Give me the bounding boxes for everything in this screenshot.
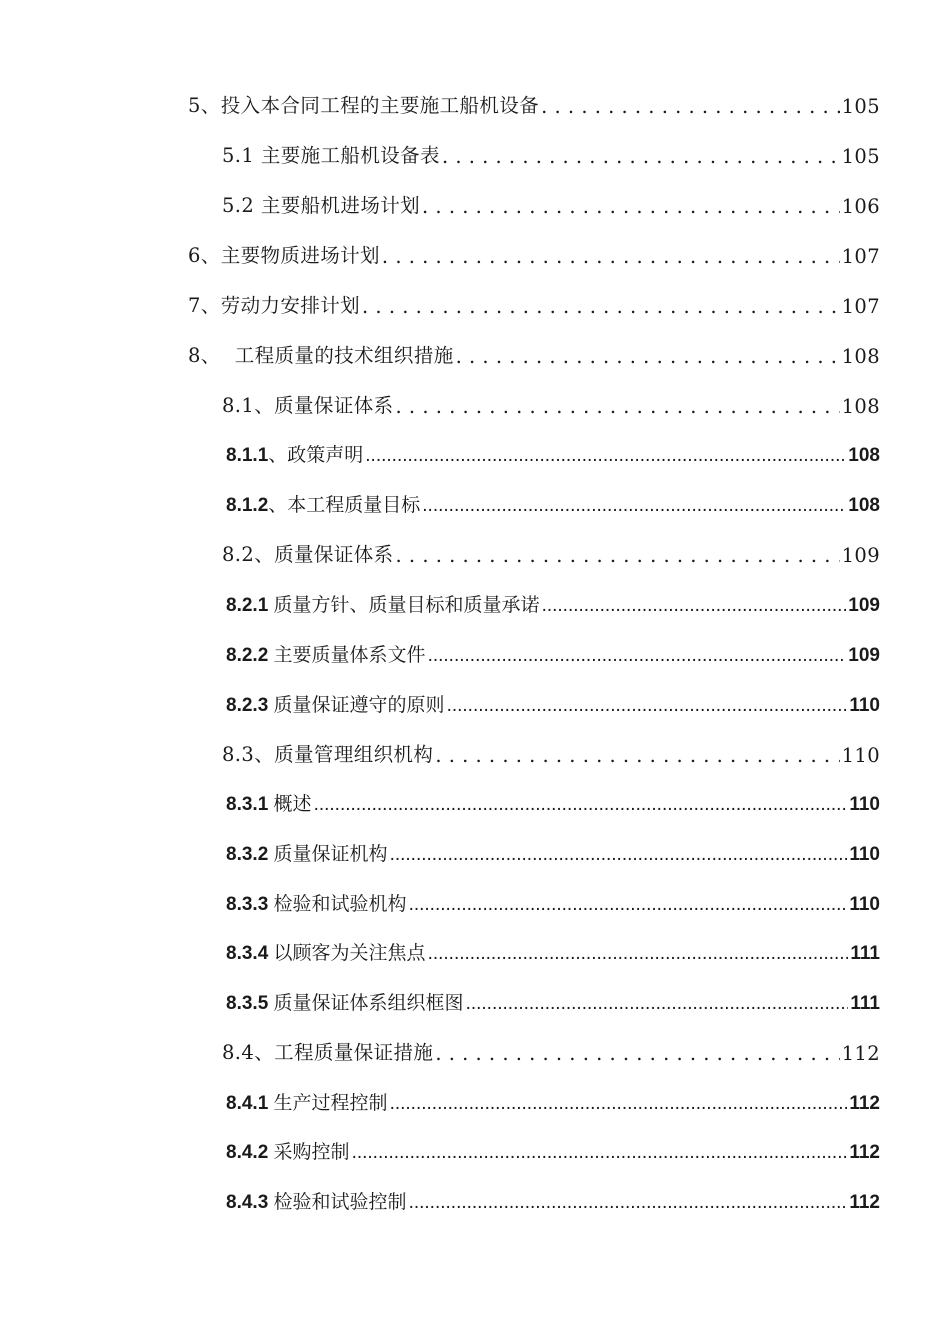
toc-number: 5.2	[222, 194, 255, 217]
toc-entry-8-2[interactable]	[222, 537, 880, 567]
toc-entry-8-2-2[interactable]	[226, 637, 880, 667]
toc-page-number: 110	[849, 894, 880, 915]
toc-number: 7、	[188, 294, 221, 317]
toc-number: 8.3.1	[226, 794, 269, 815]
dot-leader	[396, 395, 840, 418]
toc-page-number: 108	[841, 345, 880, 368]
toc-page-number: 112	[849, 1142, 880, 1163]
toc-number: 8.4、	[222, 1041, 275, 1064]
dot-leader	[442, 145, 840, 168]
toc-page-number: 108	[841, 395, 880, 418]
toc-page-number: 111	[850, 943, 880, 964]
toc-page-number: 105	[841, 145, 880, 168]
toc-title: 主要船机进场计划	[260, 194, 421, 217]
dot-leader	[352, 1142, 848, 1164]
toc-title: 质量方针、质量目标和质量承诺	[273, 595, 540, 616]
toc-entry-5-2[interactable]	[222, 188, 880, 218]
dot-leader	[362, 295, 840, 318]
toc-entry-8-3-4[interactable]	[226, 935, 880, 965]
toc-page-number: 110	[849, 794, 880, 815]
toc-entry-8-1-2[interactable]	[226, 487, 880, 517]
toc-number: 8.3.3	[226, 894, 269, 915]
toc-entry-8-3-2[interactable]	[226, 836, 880, 866]
toc-page-number: 112	[849, 1192, 880, 1213]
toc-number: 8.4.2	[226, 1142, 269, 1163]
toc-entry-8-3-3[interactable]	[226, 886, 880, 916]
toc-entry-5[interactable]	[188, 88, 880, 118]
toc-page-number: 110	[841, 744, 880, 767]
toc-number: 8.4.3	[226, 1192, 269, 1213]
toc-number: 8.2.2	[226, 645, 269, 666]
toc-number: 8.2.3	[226, 695, 269, 716]
toc-title: 主要物质进场计划	[220, 244, 380, 267]
toc-entry-5-1[interactable]	[222, 138, 880, 168]
toc-number: 8.3.5	[226, 993, 269, 1014]
toc-title: 质量保证体系组织框图	[273, 993, 464, 1014]
dot-leader	[314, 794, 848, 816]
toc-title: 质量保证遵守的原则	[273, 695, 445, 716]
toc-entry-8-4[interactable]	[222, 1035, 880, 1065]
toc-title: 、本工程质量目标	[268, 495, 421, 516]
dot-leader	[456, 345, 840, 368]
toc-title: 生产过程控制	[273, 1093, 388, 1114]
toc-page-number: 108	[848, 445, 880, 466]
toc-title: 以顾客为关注焦点	[273, 943, 426, 964]
toc-page-number: 108	[848, 495, 880, 516]
toc-title: 检验和试验机构	[273, 894, 407, 915]
toc-title: 采购控制	[273, 1142, 350, 1163]
toc-entry-8-1-1[interactable]	[226, 437, 880, 467]
toc-title: 质量保证体系	[274, 394, 394, 417]
dot-leader	[447, 695, 848, 717]
toc-entry-8-4-3[interactable]	[226, 1184, 880, 1214]
toc-number: 8.4.1	[226, 1093, 269, 1114]
toc-number: 8.2、	[222, 543, 275, 566]
dot-leader	[409, 1192, 848, 1214]
toc-number: 8、	[188, 344, 221, 367]
toc-entry-8-3-5[interactable]	[226, 985, 880, 1015]
toc-title: 工程质量保证措施	[274, 1041, 434, 1064]
toc-page-number: 109	[841, 544, 880, 567]
toc-page-number: 105	[841, 95, 880, 118]
toc-number: 8.1.2	[226, 495, 269, 516]
toc-number: 5、	[188, 94, 221, 117]
toc-entry-8-4-2[interactable]	[226, 1134, 880, 1164]
toc-page-number: 109	[848, 645, 880, 666]
toc-entry-8-3[interactable]	[222, 737, 880, 767]
toc-title: 投入本合同工程的主要施工船机设备	[220, 94, 540, 117]
toc-page-number: 111	[850, 993, 880, 1014]
toc-title: 主要施工船机设备表	[260, 144, 440, 167]
toc-page-number: 112	[841, 1042, 880, 1065]
toc-page-number: 107	[841, 295, 880, 318]
toc-title: 劳动力安排计划	[220, 294, 361, 317]
toc-title: 概述	[273, 794, 312, 815]
dot-leader	[422, 195, 840, 218]
toc-page-number: 109	[848, 595, 880, 616]
toc-entry-8-2-1[interactable]	[226, 587, 880, 617]
dot-leader	[396, 544, 840, 567]
dot-leader	[390, 844, 848, 866]
dot-leader	[422, 495, 846, 517]
toc-title: 主要质量体系文件	[273, 645, 426, 666]
toc-page-number: 110	[849, 695, 880, 716]
toc-entry-8-1[interactable]	[222, 388, 880, 418]
dot-leader	[390, 1093, 848, 1115]
dot-leader	[466, 993, 849, 1015]
toc-number: 8.3.2	[226, 844, 269, 865]
toc-entry-7[interactable]	[188, 288, 880, 318]
toc-entry-8-2-3[interactable]	[226, 687, 880, 717]
toc-number: 5.1	[222, 144, 255, 167]
dot-leader	[435, 1042, 839, 1065]
toc-title: 质量保证体系	[274, 543, 394, 566]
dot-leader	[435, 744, 839, 767]
toc-title: 质量管理组织机构	[274, 743, 434, 766]
toc-entry-8-4-1[interactable]	[226, 1085, 880, 1115]
toc-number: 8.3.4	[226, 943, 269, 964]
toc-number: 8.1、	[222, 394, 275, 417]
dot-leader	[428, 645, 847, 667]
dot-leader	[428, 943, 849, 965]
toc-title: 工程质量的技术组织措施	[234, 344, 454, 367]
toc-page-number: 110	[849, 844, 880, 865]
dot-leader	[409, 894, 848, 916]
toc-title: 检验和试验控制	[273, 1192, 407, 1213]
toc-number: 8.1.1	[226, 445, 269, 466]
dot-leader	[541, 95, 839, 118]
dot-leader	[365, 445, 846, 467]
toc-title: 质量保证机构	[273, 844, 388, 865]
toc-entry-8[interactable]	[188, 338, 880, 368]
dot-leader	[542, 595, 847, 617]
toc-page-number: 107	[841, 245, 880, 268]
toc-number: 8.2.1	[226, 595, 269, 616]
toc-entry-8-3-1[interactable]	[226, 786, 880, 816]
toc-number: 6、	[188, 244, 221, 267]
toc-number: 8.3、	[222, 743, 275, 766]
toc-page-number: 112	[849, 1093, 880, 1114]
toc-entry-6[interactable]	[188, 238, 880, 268]
dot-leader	[382, 245, 840, 268]
toc-title: 、政策声明	[268, 445, 364, 466]
toc-page-number: 106	[841, 195, 880, 218]
